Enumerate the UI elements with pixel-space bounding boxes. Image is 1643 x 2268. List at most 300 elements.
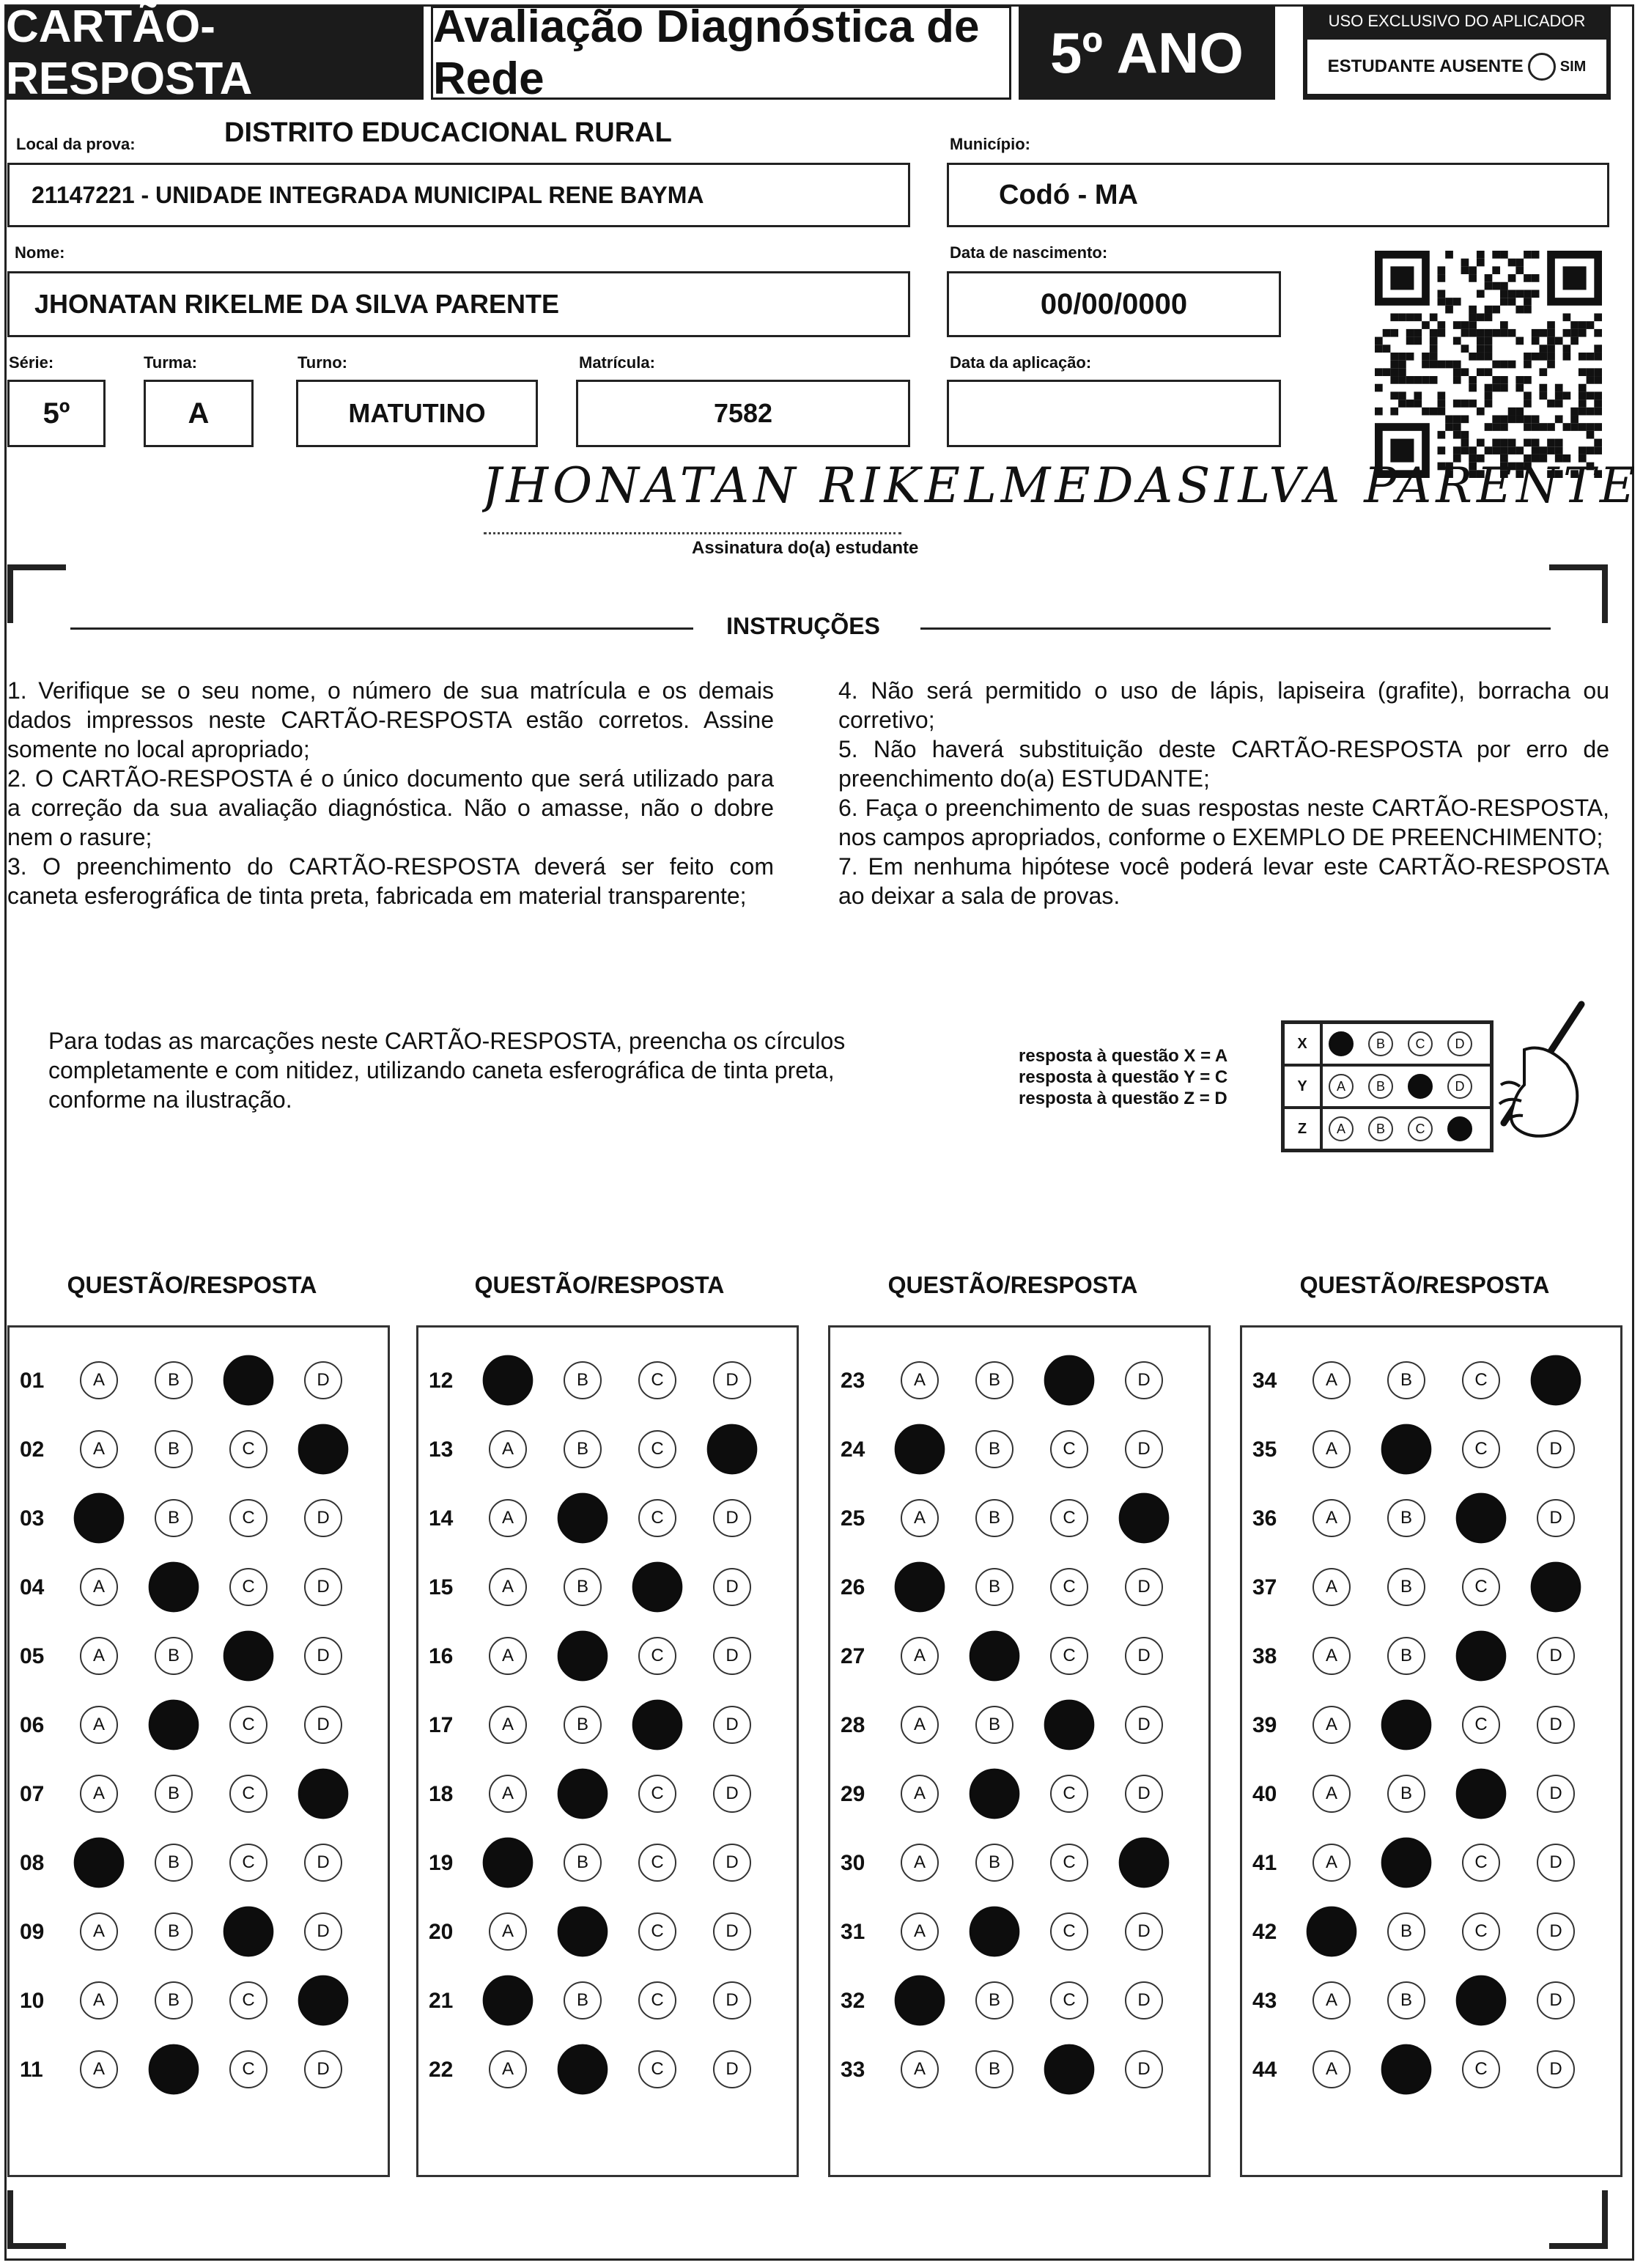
answer-bubble-c[interactable]: C (638, 1912, 676, 1951)
corner-mark-bl-h (7, 2243, 66, 2249)
answer-bubble-d[interactable]: D (1125, 1568, 1163, 1606)
answer-bubble-b[interactable]: B (155, 1499, 193, 1537)
answer-bubble-c[interactable]: C (229, 1568, 267, 1606)
answer-bubble-d[interactable] (298, 1769, 349, 1819)
instruction-item: 5. Não haverá substituição deste CARTÃO-RESPOSTA por erro de preenchimento do(a) ESTUDANTE; (838, 736, 1609, 792)
answer-bubble-b[interactable]: B (155, 1637, 193, 1675)
answer-bubble-c[interactable] (1456, 1976, 1507, 2026)
answer-bubble-a[interactable]: A (901, 1844, 939, 1882)
answer-bubble-a[interactable]: A (901, 1775, 939, 1813)
answer-bubble-d[interactable]: D (713, 1844, 751, 1882)
answer-bubble-c[interactable]: C (638, 1499, 676, 1537)
grade-value: 5º (43, 397, 70, 430)
qr-code (1375, 251, 1602, 478)
answer-bubble-a[interactable]: A (489, 1430, 527, 1468)
answer-row (830, 1841, 1208, 1885)
answer-bubble-a[interactable] (483, 1838, 533, 1888)
question-number: 19 (429, 1851, 454, 1875)
answer-bubble-d[interactable]: D (713, 1568, 751, 1606)
answer-bubble-c[interactable]: C (1462, 1430, 1500, 1468)
answer-bubble-c[interactable]: C (1462, 1361, 1500, 1399)
answer-bubble-d[interactable]: D (1125, 1637, 1163, 1675)
question-number: 11 (20, 2058, 43, 2082)
answer-bubble-a[interactable]: A (901, 1361, 939, 1399)
answer-bubble-a[interactable]: A (1312, 1637, 1351, 1675)
answer-bubble-a[interactable]: A (1312, 1981, 1351, 2020)
answer-bubble-c[interactable]: C (1050, 1430, 1088, 1468)
answer-bubble-b[interactable] (558, 1631, 608, 1682)
answer-row (10, 1703, 388, 1747)
answer-row (10, 1978, 388, 2022)
answer-bubble-d[interactable]: D (304, 1568, 342, 1606)
example-bubble-a (1329, 1031, 1354, 1056)
question-number: 08 (20, 1851, 45, 1875)
answer-bubble-b[interactable]: B (155, 1430, 193, 1468)
answer-panel-2 (416, 1325, 799, 2177)
answer-bubble-d[interactable]: D (713, 1499, 751, 1537)
answer-row (418, 2047, 797, 2091)
answer-bubble-c[interactable] (632, 1562, 683, 1613)
answer-bubble-b[interactable]: B (1387, 1912, 1425, 1951)
answer-bubble-d[interactable]: D (1537, 1499, 1575, 1537)
answer-bubble-b[interactable]: B (1387, 1775, 1425, 1813)
answer-row (418, 1358, 797, 1402)
answer-bubble-b[interactable] (149, 1700, 199, 1750)
answer-row (418, 1841, 797, 1885)
answer-bubble-a[interactable]: A (1312, 1844, 1351, 1882)
answer-bubble-b[interactable]: B (564, 1361, 602, 1399)
question-number: 41 (1252, 1851, 1277, 1875)
answer-bubble-d[interactable] (1531, 1562, 1581, 1613)
enrollment-value: 7582 (713, 398, 773, 428)
answer-bubble-c[interactable]: C (1462, 1912, 1500, 1951)
answer-bubble-a[interactable]: A (80, 1775, 118, 1813)
example-text: Para todas as marcações neste CARTÃO-RESPOSTA, preencha os círculos completamente e com nitidez, utilizando caneta esferográfica de tinta preta, conforme na ilustração. (48, 1028, 846, 1113)
answer-bubble-c[interactable]: C (229, 1499, 267, 1537)
answer-bubble-d[interactable] (298, 1424, 349, 1475)
answer-bubble-c[interactable]: C (638, 1844, 676, 1882)
answer-bubble-d[interactable] (1531, 1355, 1581, 1406)
answer-bubble-b[interactable]: B (155, 1361, 193, 1399)
corner-mark-br-h (1549, 2243, 1608, 2249)
answer-bubble-c[interactable] (1456, 1631, 1507, 1682)
question-number: 23 (841, 1369, 865, 1393)
answer-bubble-b[interactable]: B (564, 1568, 602, 1606)
answer-row (1242, 1496, 1620, 1540)
answer-bubble-a[interactable]: A (1312, 1775, 1351, 1813)
answer-bubble-d[interactable]: D (1537, 1706, 1575, 1744)
question-number: 12 (429, 1369, 454, 1393)
answer-row (1242, 1634, 1620, 1678)
answer-bubble-a[interactable] (483, 1976, 533, 2026)
answer-bubble-a[interactable]: A (1312, 2050, 1351, 2088)
answer-bubble-c[interactable] (1044, 1700, 1095, 1750)
answer-row (10, 1772, 388, 1816)
shift-field (296, 380, 538, 447)
question-number: 28 (841, 1713, 865, 1737)
answer-bubble-b[interactable] (1381, 1700, 1432, 1750)
answer-bubble-d[interactable] (1119, 1838, 1170, 1888)
answer-bubble-b[interactable] (1381, 1838, 1432, 1888)
answer-bubble-d[interactable]: D (1125, 1775, 1163, 1813)
birth-field (947, 271, 1281, 337)
answer-bubble-b[interactable] (558, 1493, 608, 1544)
answer-bubble-c[interactable] (632, 1700, 683, 1750)
answer-bubble-b[interactable]: B (1387, 1637, 1425, 1675)
answer-bubble-b[interactable]: B (1387, 1568, 1425, 1606)
exam-title: Avaliação Diagnóstica de Rede (431, 6, 1011, 100)
answer-bubble-b[interactable]: B (155, 1981, 193, 2020)
answer-bubble-b[interactable]: B (975, 1844, 1014, 1882)
answer-bubble-c[interactable]: C (229, 1430, 267, 1468)
example-row-label: Y (1283, 1065, 1321, 1108)
answer-bubble-d[interactable]: D (1125, 1912, 1163, 1951)
answer-bubble-d[interactable]: D (1537, 1430, 1575, 1468)
enrollment-field (576, 380, 910, 447)
answer-bubble-a[interactable]: A (80, 1912, 118, 1951)
answer-bubble-a[interactable]: A (80, 2050, 118, 2088)
birth-value: 00/00/0000 (1040, 287, 1188, 320)
answer-bubble-b[interactable]: B (975, 2050, 1014, 2088)
answer-bubble-d[interactable]: D (1537, 1844, 1575, 1882)
answer-row (830, 1496, 1208, 1540)
answer-row (830, 1634, 1208, 1678)
answer-bubble-c[interactable]: C (1050, 1637, 1088, 1675)
answer-bubble-a[interactable]: A (489, 1568, 527, 1606)
answer-bubble-a[interactable]: A (901, 1912, 939, 1951)
signature-line (484, 532, 901, 534)
corner-mark-br-v (1602, 2190, 1608, 2249)
class-field (144, 380, 254, 447)
corner-mark-tl-h (7, 564, 66, 570)
question-number: 44 (1252, 2058, 1277, 2082)
answer-bubble-c[interactable]: C (638, 1430, 676, 1468)
instruction-item: 1. Verifique se o seu nome, o número de sua matrícula e os demais dados impressos neste CARTÃO-RESPOSTA estão corretos. Assine somente no local apropriado; (7, 677, 774, 762)
answer-row (10, 1358, 388, 1402)
question-number: 01 (20, 1369, 45, 1393)
answer-bubble-c[interactable]: C (1462, 2050, 1500, 2088)
answer-bubble-c[interactable] (224, 1907, 274, 1957)
answer-bubble-d[interactable]: D (713, 1706, 751, 1744)
answer-bubble-a[interactable]: A (489, 1775, 527, 1813)
answer-bubble-c[interactable] (1044, 2044, 1095, 2095)
answer-row (1242, 1565, 1620, 1609)
corner-mark-tl-v (7, 564, 13, 623)
answer-bubble-c[interactable] (1044, 1355, 1095, 1406)
example-bubble-b: B (1368, 1074, 1393, 1099)
answer-bubble-c[interactable]: C (638, 1775, 676, 1813)
question-number: 25 (841, 1506, 865, 1531)
instructions-right (838, 676, 1609, 910)
answer-bubble-c[interactable]: C (638, 2050, 676, 2088)
question-number: 27 (841, 1644, 865, 1668)
answer-bubble-d[interactable] (707, 1424, 758, 1475)
answer-bubble-c[interactable]: C (229, 1844, 267, 1882)
answer-bubble-b[interactable]: B (975, 1430, 1014, 1468)
school-field (7, 163, 910, 227)
answer-bubble-c[interactable] (224, 1355, 274, 1406)
answer-bubble-a[interactable] (895, 1976, 945, 2026)
answer-bubble-c[interactable]: C (1050, 1981, 1088, 2020)
answer-bubble-a[interactable] (895, 1562, 945, 1613)
question-number: 26 (841, 1575, 865, 1599)
answer-bubble-b[interactable] (970, 1769, 1020, 1819)
instructions-left (7, 676, 774, 910)
question-number: 35 (1252, 1437, 1277, 1462)
answer-bubble-a[interactable]: A (489, 1499, 527, 1537)
question-number: 10 (20, 1989, 45, 2013)
question-number: 02 (20, 1437, 45, 1462)
answer-bubble-c[interactable]: C (1050, 1775, 1088, 1813)
answer-bubble-d[interactable]: D (304, 1499, 342, 1537)
answer-row (418, 1565, 797, 1609)
answer-bubble-b[interactable]: B (975, 1981, 1014, 2020)
question-number: 09 (20, 1920, 45, 1944)
answer-bubble-a[interactable]: A (1312, 1706, 1351, 1744)
answer-bubble-c[interactable]: C (229, 1981, 267, 2020)
answer-bubble-a[interactable]: A (489, 1912, 527, 1951)
answer-bubble-a[interactable] (895, 1424, 945, 1475)
answer-bubble-a[interactable] (483, 1355, 533, 1406)
answer-bubble-b[interactable]: B (155, 1844, 193, 1882)
answer-bubble-d[interactable]: D (713, 2050, 751, 2088)
answer-row (830, 1978, 1208, 2022)
answers-column-header-1: QUESTÃO/RESPOSTA (67, 1272, 317, 1298)
answer-bubble-c[interactable]: C (1050, 1844, 1088, 1882)
answer-row (1242, 1427, 1620, 1471)
example-bubble-c: C (1408, 1116, 1433, 1141)
answer-bubble-d[interactable]: D (304, 1706, 342, 1744)
answer-bubble-d[interactable]: D (304, 1637, 342, 1675)
answer-bubble-c[interactable]: C (229, 2050, 267, 2088)
answer-bubble-b[interactable]: B (564, 1430, 602, 1468)
question-number: 36 (1252, 1506, 1277, 1531)
instruction-item: 6. Faça o preenchimento de suas respostas neste CARTÃO-RESPOSTA, nos campos apropriados, conforme o EXEMPLO DE PREENCHIMENTO; (838, 795, 1609, 850)
answer-row (418, 1427, 797, 1471)
answer-bubble-b[interactable] (970, 1631, 1020, 1682)
answer-bubble-d[interactable]: D (1125, 1430, 1163, 1468)
answer-bubble-b[interactable]: B (1387, 1361, 1425, 1399)
answer-bubble-b[interactable] (558, 1907, 608, 1957)
example-legend (1019, 1045, 1227, 1109)
answer-panel-4 (1240, 1325, 1622, 2177)
answer-bubble-c[interactable]: C (229, 1775, 267, 1813)
answer-bubble-c[interactable]: C (638, 1981, 676, 2020)
signature-handwriting: JHONATAN RIKELMEDASILVA PARENTE (482, 457, 1640, 514)
question-number: 05 (20, 1644, 45, 1668)
answer-row (830, 1910, 1208, 1954)
example-row-label: Z (1283, 1108, 1321, 1150)
answer-bubble-a[interactable]: A (80, 1361, 118, 1399)
example-bubble-d (1447, 1116, 1472, 1141)
answer-bubble-d[interactable]: D (1125, 2050, 1163, 2088)
answer-bubble-b[interactable]: B (975, 1568, 1014, 1606)
example-bubble-c: C (1408, 1031, 1433, 1056)
answer-bubble-d[interactable]: D (1537, 2050, 1575, 2088)
answer-row (418, 1978, 797, 2022)
answer-bubble-b[interactable]: B (975, 1706, 1014, 1744)
answer-row (1242, 1772, 1620, 1816)
answer-bubble-c[interactable]: C (638, 1637, 676, 1675)
municipality-label: Município: (950, 135, 1030, 153)
answer-bubble-c[interactable] (224, 1631, 274, 1682)
answer-bubble-a[interactable]: A (80, 1981, 118, 2020)
grade-field (7, 380, 106, 447)
answer-bubble-b[interactable]: B (1387, 1499, 1425, 1537)
answer-row (1242, 1358, 1620, 1402)
answer-bubble-d[interactable]: D (1537, 1775, 1575, 1813)
name-label: Nome: (15, 243, 65, 262)
answer-bubble-d[interactable]: D (713, 1361, 751, 1399)
example-bubble-b: B (1368, 1116, 1393, 1141)
answer-bubble-b[interactable]: B (155, 1912, 193, 1951)
answer-bubble-d[interactable]: D (1537, 1637, 1575, 1675)
answer-bubble-c[interactable]: C (1050, 1568, 1088, 1606)
instructions-rule-right (920, 627, 1551, 630)
question-number: 14 (429, 1506, 454, 1531)
answer-row (418, 1772, 797, 1816)
answer-bubble-c[interactable] (1456, 1769, 1507, 1819)
absent-row (1307, 40, 1606, 94)
answer-bubble-d[interactable]: D (304, 1361, 342, 1399)
location-label: Local da prova: (16, 135, 136, 153)
answer-bubble-a[interactable] (1307, 1907, 1357, 1957)
question-number: 17 (429, 1713, 454, 1737)
answer-bubble-d[interactable]: D (1125, 1361, 1163, 1399)
answer-bubble-c[interactable]: C (638, 1361, 676, 1399)
answer-bubble-d[interactable]: D (304, 1912, 342, 1951)
answer-row (1242, 1910, 1620, 1954)
answer-bubble-a[interactable]: A (901, 1706, 939, 1744)
answer-bubble-d[interactable]: D (1125, 1981, 1163, 2020)
answer-bubble-a[interactable]: A (80, 1637, 118, 1675)
answer-bubble-a[interactable]: A (901, 2050, 939, 2088)
answer-bubble-a[interactable]: A (1312, 1430, 1351, 1468)
answer-bubble-a[interactable]: A (489, 1637, 527, 1675)
example-legend-x: resposta à questão X = A (1019, 1046, 1228, 1066)
answer-bubble-a[interactable]: A (901, 1637, 939, 1675)
answer-bubble-a[interactable]: A (1312, 1568, 1351, 1606)
enrollment-label: Matrícula: (579, 353, 655, 372)
answer-bubble-b[interactable]: B (1387, 1981, 1425, 2020)
answer-bubble-a[interactable]: A (80, 1706, 118, 1744)
name-field (7, 271, 910, 337)
answer-bubble-d[interactable]: D (713, 1912, 751, 1951)
answer-row (1242, 1703, 1620, 1747)
answer-bubble-c[interactable]: C (1050, 1912, 1088, 1951)
answer-bubble-d[interactable] (298, 1976, 349, 2026)
answer-bubble-a[interactable] (74, 1493, 125, 1544)
answer-bubble-d[interactable]: D (713, 1637, 751, 1675)
question-number: 39 (1252, 1713, 1277, 1737)
question-number: 38 (1252, 1644, 1277, 1668)
answer-bubble-b[interactable]: B (564, 1706, 602, 1744)
answer-bubble-b[interactable] (558, 1769, 608, 1819)
answer-bubble-c[interactable]: C (1462, 1568, 1500, 1606)
class-label: Turma: (144, 353, 197, 372)
example-grid (1281, 1020, 1494, 1152)
answer-bubble-d[interactable]: D (304, 2050, 342, 2088)
answer-bubble-b[interactable] (149, 2044, 199, 2095)
instructions-title: INSTRUÇÕES (726, 613, 880, 639)
answer-bubble-a[interactable]: A (489, 2050, 527, 2088)
answer-row (418, 1703, 797, 1747)
answer-bubble-d[interactable]: D (713, 1981, 751, 2020)
municipality-value: Codó - MA (999, 179, 1138, 210)
answer-bubble-a[interactable] (74, 1838, 125, 1888)
instructions-rule-left (70, 627, 693, 630)
answers-column-header-3: QUESTÃO/RESPOSTA (887, 1272, 1138, 1298)
answer-bubble-d[interactable]: D (713, 1775, 751, 1813)
answers-column-header-4: QUESTÃO/RESPOSTA (1299, 1272, 1550, 1298)
answer-bubble-a[interactable]: A (489, 1706, 527, 1744)
answer-row (10, 1841, 388, 1885)
answer-bubble-d[interactable]: D (1537, 1981, 1575, 2020)
answer-bubble-c[interactable]: C (1050, 1499, 1088, 1537)
answer-bubble-b[interactable]: B (155, 1775, 193, 1813)
example-bubble-a: A (1329, 1116, 1354, 1141)
answer-bubble-a[interactable]: A (80, 1430, 118, 1468)
answer-bubble-a[interactable]: A (901, 1499, 939, 1537)
answer-row (10, 1910, 388, 1954)
answer-bubble-d[interactable]: D (304, 1844, 342, 1882)
answer-bubble-b[interactable] (558, 2044, 608, 2095)
example-legend-y: resposta à questão Y = C (1019, 1067, 1228, 1087)
answer-bubble-a[interactable]: A (1312, 1361, 1351, 1399)
answer-bubble-b[interactable]: B (975, 1361, 1014, 1399)
answer-row (10, 1634, 388, 1678)
answer-bubble-a[interactable]: A (1312, 1499, 1351, 1537)
example-bubble-c (1408, 1074, 1433, 1099)
answer-bubble-c[interactable] (1456, 1493, 1507, 1544)
example-bubble-b: B (1368, 1031, 1393, 1056)
example-bubble-d: D (1447, 1074, 1472, 1099)
answer-bubble-b[interactable]: B (564, 1844, 602, 1882)
question-number: 40 (1252, 1782, 1277, 1806)
school-value: 21147221 - UNIDADE INTEGRADA MUNICIPAL RENE BAYMA (32, 181, 704, 208)
question-number: 22 (429, 2058, 454, 2082)
answer-bubble-b[interactable] (1381, 1424, 1432, 1475)
answer-bubble-b[interactable] (970, 1907, 1020, 1957)
answer-bubble-b[interactable]: B (975, 1499, 1014, 1537)
class-value: A (188, 397, 210, 430)
question-number: 33 (841, 2058, 865, 2082)
answer-row (830, 1772, 1208, 1816)
absent-bubble[interactable] (1528, 53, 1556, 81)
question-number: 20 (429, 1920, 454, 1944)
question-number: 21 (429, 1989, 454, 2013)
answer-bubble-d[interactable] (1119, 1493, 1170, 1544)
answer-bubble-b[interactable]: B (564, 1981, 602, 2020)
birth-label: Data de nascimento: (950, 243, 1108, 262)
answer-row (418, 1634, 797, 1678)
answer-row (1242, 1841, 1620, 1885)
answer-bubble-a[interactable]: A (80, 1568, 118, 1606)
answer-bubble-b[interactable] (1381, 2044, 1432, 2095)
answer-bubble-b[interactable] (149, 1562, 199, 1613)
question-number: 07 (20, 1782, 45, 1806)
answer-bubble-c[interactable]: C (229, 1706, 267, 1744)
answer-bubble-d[interactable]: D (1125, 1706, 1163, 1744)
shift-label: Turno: (298, 353, 348, 372)
answer-bubble-c[interactable]: C (1462, 1844, 1500, 1882)
answer-bubble-d[interactable]: D (1537, 1912, 1575, 1951)
answer-bubble-c[interactable]: C (1462, 1706, 1500, 1744)
signature-caption: Assinatura do(a) estudante (692, 538, 919, 558)
answer-row (10, 1427, 388, 1471)
question-number: 03 (20, 1506, 45, 1531)
absent-label: ESTUDANTE AUSENTE (1327, 56, 1524, 76)
